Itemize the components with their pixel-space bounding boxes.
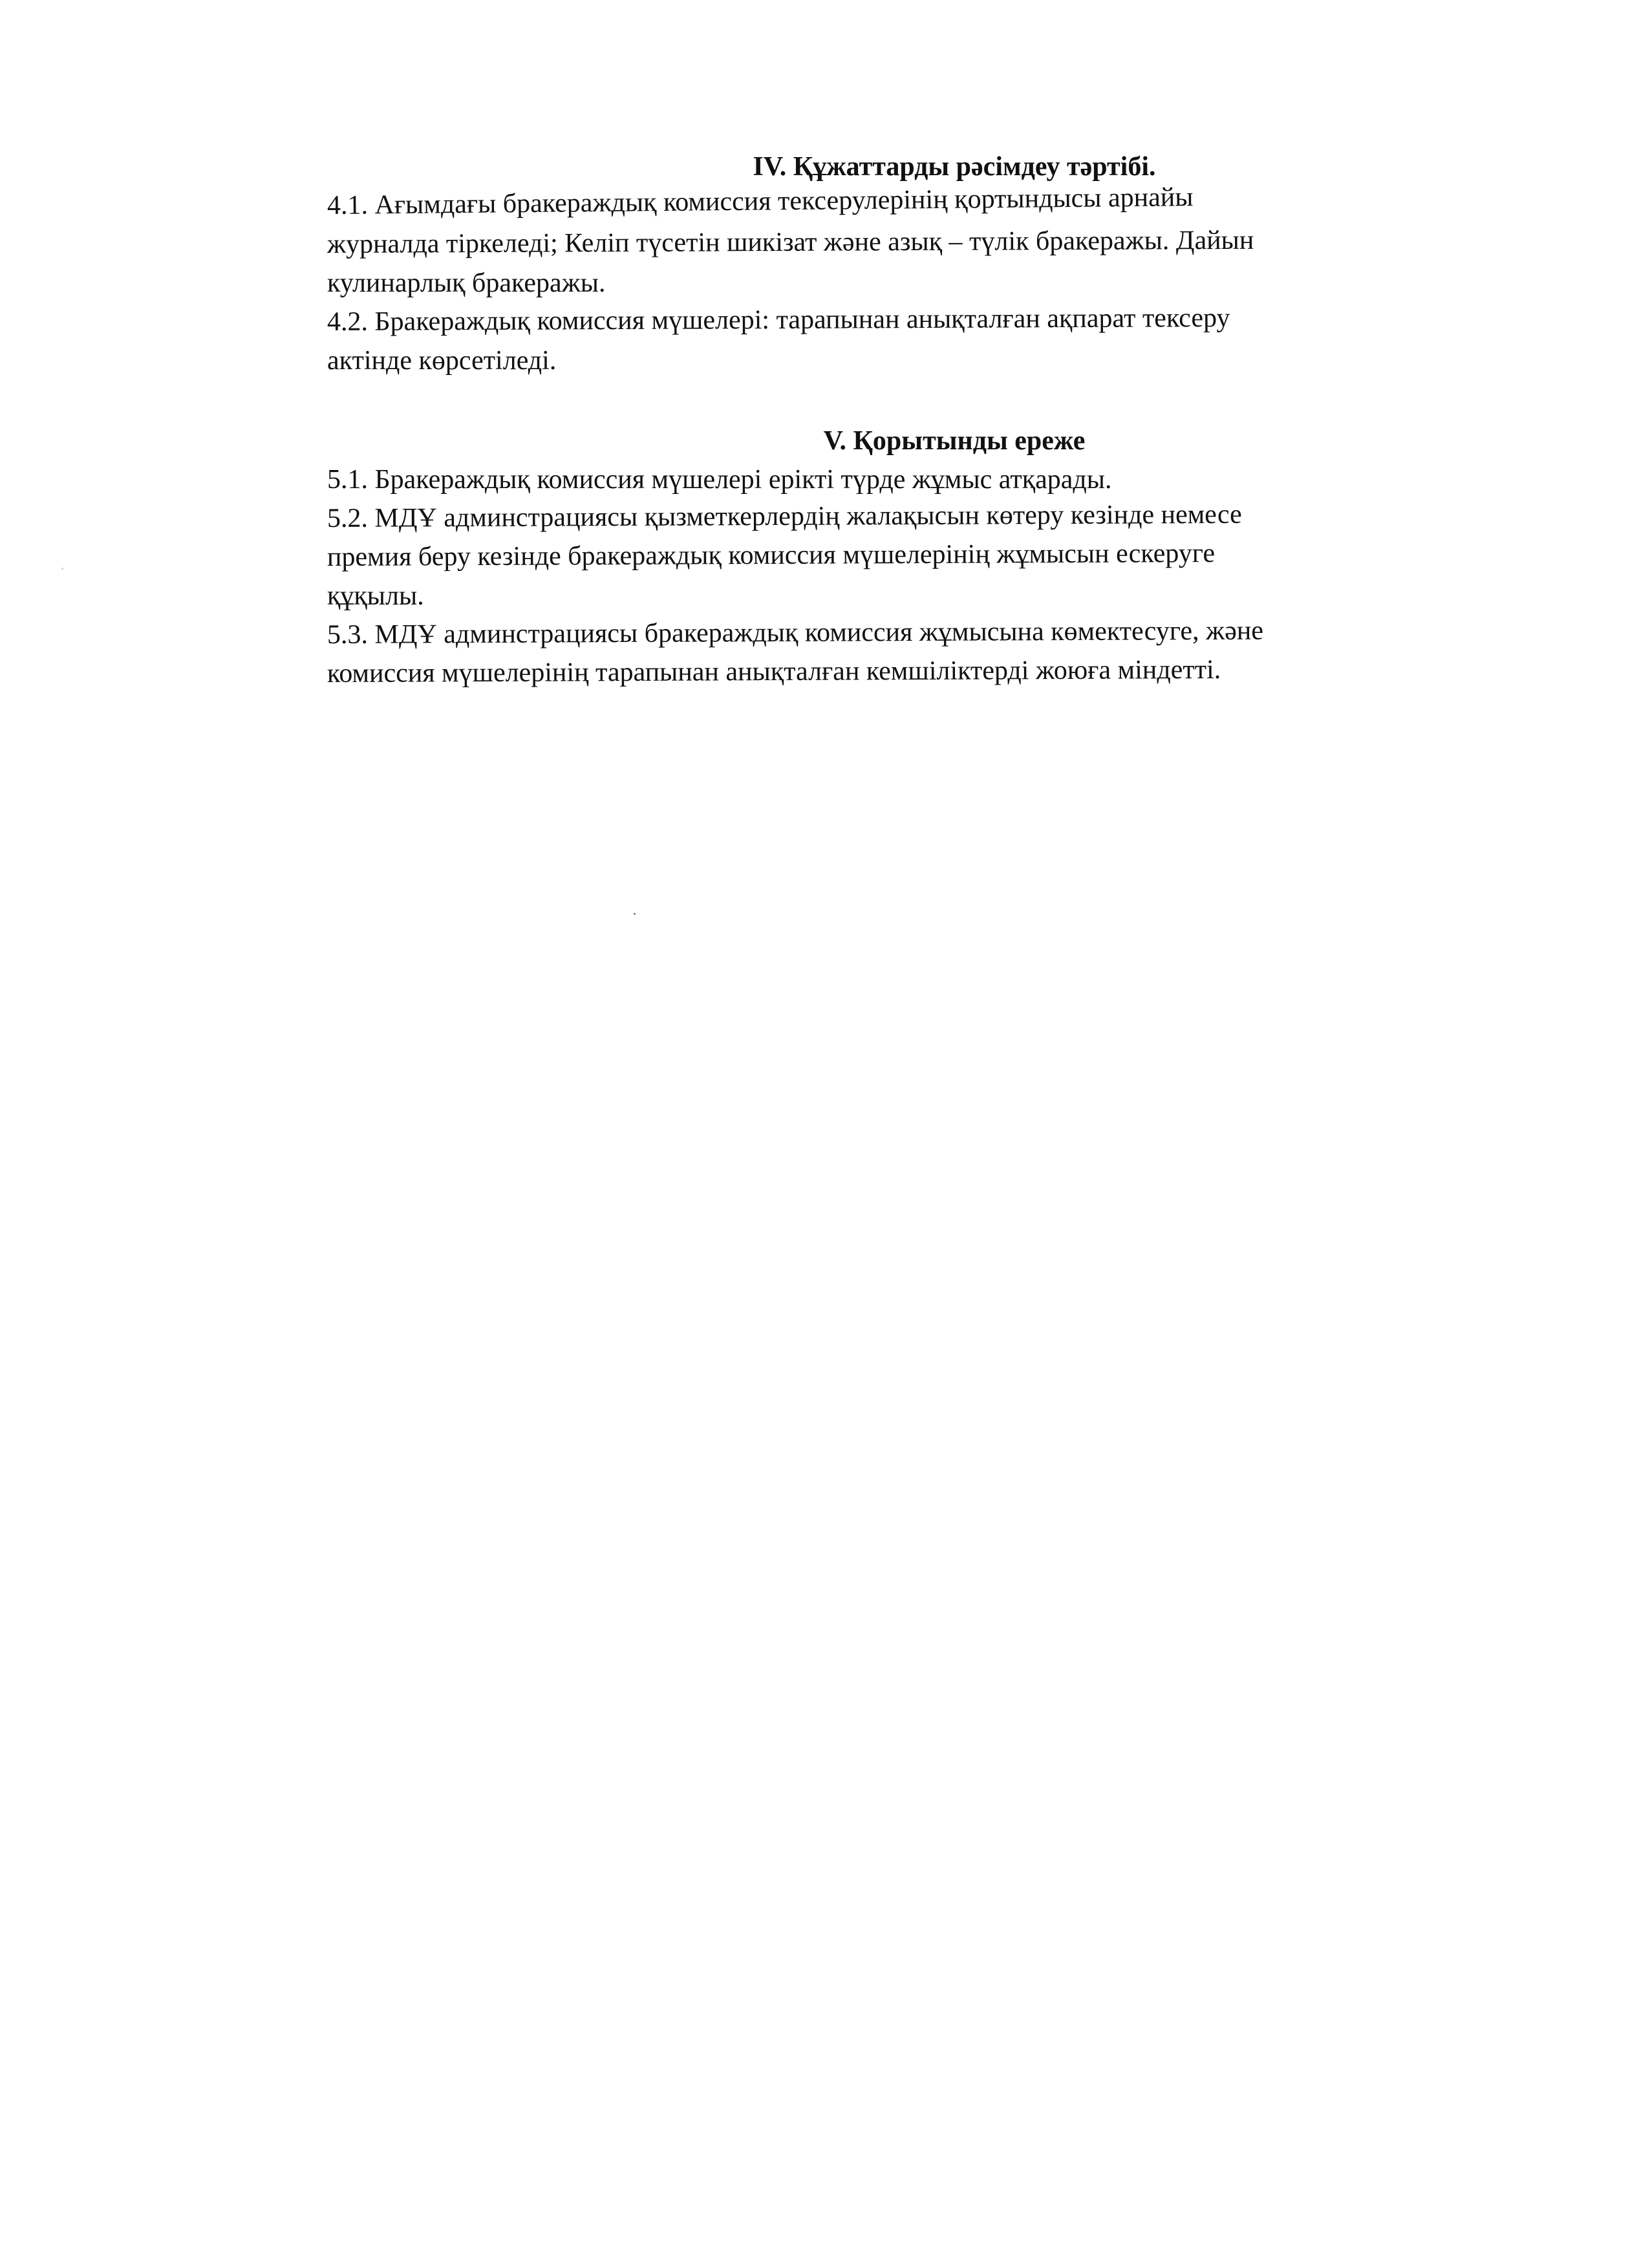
- paragraph-4-2-line-2: актінде көрсетіледі.: [327, 346, 557, 376]
- paragraph-5-2-line-2: премия беру кезінде бракераждық комиссия мүшелерінің жұмысын ескеруге: [327, 539, 1216, 572]
- paragraph-5-1-line-1: 5.1. Бракераждық комиссия мүшелері ерікті түрде жұмыс атқарады.: [327, 465, 1112, 495]
- paragraph-4-1-line-2: журналда тіркеледі; Келіп түсетін шикізат және азық – түлік бракеражы. Дайын: [327, 225, 1254, 259]
- paragraph-4-2-line-1: 4.2. Бракераждық комиссия мүшелері: тарапынан анықталған ақпарат тексеру: [327, 303, 1230, 337]
- scan-speck: [61, 568, 63, 570]
- paragraph-5-2-line-3: құқылы.: [327, 581, 424, 611]
- section-5-heading: V. Қорытынды ереже: [823, 426, 1086, 456]
- section-4-heading: IV. Құжаттарды рәсімдеу тәртібі.: [753, 152, 1156, 182]
- paragraph-4-1-line-3: кулинарлық бракеражы.: [327, 268, 606, 298]
- paragraph-4-1: [327, 182, 1491, 303]
- document-content: [327, 147, 1491, 693]
- paragraph-5-2-line-1: 5.2. МДҰ админстрациясы қызметкерлердің жалақысын көтеру кезінде немесе: [327, 499, 1242, 533]
- paragraph-5-3: [327, 615, 1491, 693]
- scan-speck: [634, 913, 636, 915]
- paragraph-4-2: [327, 303, 1491, 380]
- paragraph-5-3-line-1: 5.3. МДҰ админстрациясы бракераждық комиссия жұмысына көмектесуге, және: [327, 615, 1264, 650]
- paragraph-4-1-line-1: 4.1. Ағымдағы бракераждық комиссия тексерулерінің қортындысы арнайы: [327, 182, 1194, 220]
- paragraph-5-1: [327, 460, 1491, 499]
- paragraph-5-2: [327, 499, 1491, 615]
- paragraph-5-3-line-2: комиссия мүшелерінің тарапынан анықталған кемшіліктерді жоюға міндетті.: [327, 654, 1221, 689]
